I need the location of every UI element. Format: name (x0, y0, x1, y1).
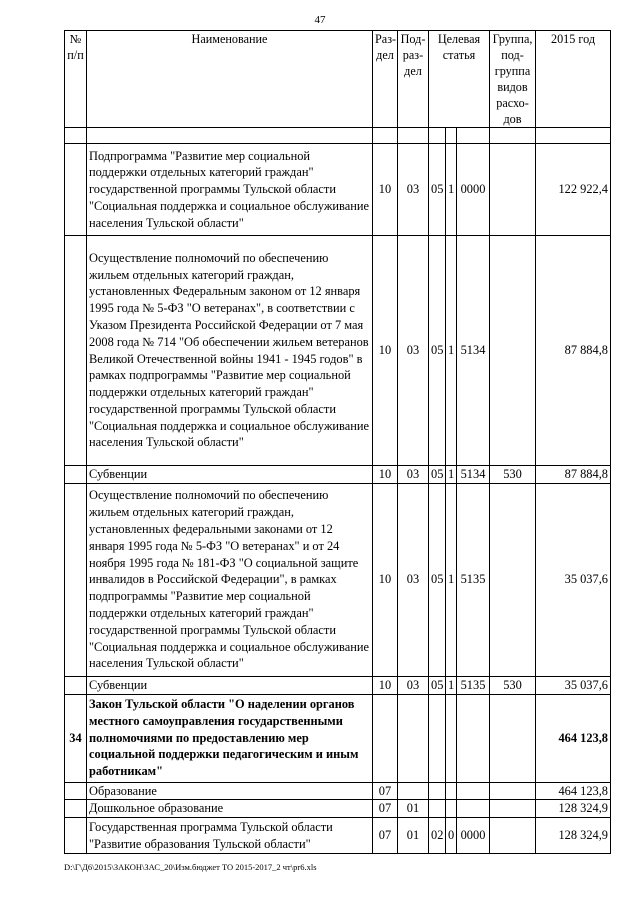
row-number (65, 782, 87, 800)
table-row (65, 466, 611, 484)
header-razdel: Раз-дел (373, 31, 398, 128)
row-target-part2 (446, 782, 457, 800)
row-target-part3: 0000 (457, 818, 490, 854)
row-expense-group (490, 483, 536, 676)
row-podrazdel (398, 694, 429, 782)
row-target-part3 (457, 694, 490, 782)
budget-table (64, 30, 611, 854)
row-name: Осуществление полномочий по обеспечению жильем отдельных категорий граждан, установленных Федеральным законом от 12 января 1995 года № 5-ФЗ "О ветеранах", в соответствии с Указом Президента Российской Федерации от 7 мая 2008 года № 714 "Об обеспечении жильем ветеранов Великой Отечественной войны 1941 - 1945 годов" в рамках подпрограммы "Развитие мер социальной поддержки отдельных категорий граждан" государственной программы Тульской области "Социальная поддержка и социальное обслуживание населения Тульской области" (87, 236, 373, 466)
row-name: Осуществление полномочий по обеспечению жильем отдельных категорий граждан, установленных федеральными законами от 12 января 1995 года № 5-ФЗ "О ветеранах" и от 24 ноября 1995 года № 181-ФЗ "О социальной защите инвалидов в Российской Федерации", в рамках подпрограммы "Развитие мер социальной поддержки отдельных категорий граждан" государственной программы Тульской области "Социальная поддержка и социальное обслуживание населения Тульской области" (87, 483, 373, 676)
row-name: Субвенции (87, 466, 373, 484)
table-row (65, 676, 611, 694)
row-razdel: 10 (373, 236, 398, 466)
row-amount: 122 922,4 (536, 144, 611, 236)
row-razdel: 10 (373, 466, 398, 484)
row-number (65, 466, 87, 484)
row-podrazdel: 03 (398, 144, 429, 236)
header-name: Наименование (87, 31, 373, 128)
row-name: Закон Тульской области "О наделении органов местного самоуправления государственными полномочиями по предоставлению мер социальной поддержки педагогическим и иным работникам" (87, 694, 373, 782)
row-expense-group: 530 (490, 676, 536, 694)
row-podrazdel: 03 (398, 466, 429, 484)
row-target-part1 (429, 800, 446, 818)
row-target-part1: 05 (429, 236, 446, 466)
row-target-part3: 5134 (457, 466, 490, 484)
row-razdel: 07 (373, 782, 398, 800)
row-target-part2: 1 (446, 466, 457, 484)
row-number (65, 676, 87, 694)
row-name: Субвенции (87, 676, 373, 694)
row-amount: 87 884,8 (536, 236, 611, 466)
row-amount: 464 123,8 (536, 782, 611, 800)
table-row (65, 236, 611, 466)
row-number (65, 236, 87, 466)
row-podrazdel: 01 (398, 818, 429, 854)
row-target-part3: 5135 (457, 483, 490, 676)
table-row (65, 483, 611, 676)
row-expense-group (490, 144, 536, 236)
row-razdel (373, 694, 398, 782)
row-podrazdel: 03 (398, 676, 429, 694)
row-target-part3: 0000 (457, 144, 490, 236)
header-podrazdel: Под-раз-дел (398, 31, 429, 128)
row-target-part2: 1 (446, 483, 457, 676)
row-name: Образование (87, 782, 373, 800)
row-number: 34 (65, 694, 87, 782)
row-expense-group (490, 236, 536, 466)
row-target-part2 (446, 694, 457, 782)
table-header-row (65, 31, 611, 128)
row-target-part3: 5135 (457, 676, 490, 694)
row-razdel: 10 (373, 144, 398, 236)
row-name: Подпрограмма "Развитие мер социальной поддержки отдельных категорий граждан" государственной программы Тульской области "Социальная поддержка и социальное обслуживание населения Тульской области" (87, 144, 373, 236)
row-amount: 35 037,6 (536, 483, 611, 676)
row-amount: 128 324,9 (536, 818, 611, 854)
row-expense-group (490, 782, 536, 800)
row-podrazdel: 01 (398, 800, 429, 818)
row-razdel: 10 (373, 483, 398, 676)
table-row (65, 782, 611, 800)
row-target-part1: 05 (429, 676, 446, 694)
row-target-part2: 0 (446, 818, 457, 854)
row-razdel: 07 (373, 800, 398, 818)
row-number (65, 800, 87, 818)
table-row (65, 818, 611, 854)
row-number (65, 144, 87, 236)
row-expense-group (490, 694, 536, 782)
row-podrazdel (398, 782, 429, 800)
header-num: № п/п (65, 31, 87, 128)
row-podrazdel: 03 (398, 483, 429, 676)
row-razdel: 07 (373, 818, 398, 854)
row-target-part1 (429, 694, 446, 782)
row-expense-group (490, 800, 536, 818)
row-target-part2: 1 (446, 676, 457, 694)
row-target-part1: 05 (429, 466, 446, 484)
row-target-part2: 1 (446, 236, 457, 466)
page-number: 47 (314, 14, 326, 26)
row-target-part3 (457, 782, 490, 800)
row-name: Дошкольное образование (87, 800, 373, 818)
table-row (65, 694, 611, 782)
row-target-part2: 1 (446, 144, 457, 236)
row-target-part3 (457, 800, 490, 818)
row-target-part1: 05 (429, 483, 446, 676)
row-target-part1: 02 (429, 818, 446, 854)
header-gruppa: Группа, под-группа видов расхо-дов (490, 31, 536, 128)
table-row (65, 144, 611, 236)
row-target-part2 (446, 800, 457, 818)
row-expense-group (490, 818, 536, 854)
header-celevaya: Целевая статья (429, 31, 490, 128)
file-path-footer: D:\Г\Д6\2015\ЗАКОН\ЗАС_20\Изм.бюджет ТО 2015-2017_2 чт\pr6.xls (64, 862, 317, 872)
row-target-part3: 5134 (457, 236, 490, 466)
row-razdel: 10 (373, 676, 398, 694)
row-number (65, 483, 87, 676)
table-row (65, 800, 611, 818)
header-spacer-row (65, 128, 611, 144)
row-amount: 464 123,8 (536, 694, 611, 782)
row-expense-group: 530 (490, 466, 536, 484)
row-podrazdel: 03 (398, 236, 429, 466)
row-target-part1 (429, 782, 446, 800)
row-amount: 35 037,6 (536, 676, 611, 694)
row-name: Государственная программа Тульской области "Развитие образования Тульской области" (87, 818, 373, 854)
header-year: 2015 год (536, 31, 611, 128)
row-number (65, 818, 87, 854)
row-target-part1: 05 (429, 144, 446, 236)
row-amount: 128 324,9 (536, 800, 611, 818)
row-amount: 87 884,8 (536, 466, 611, 484)
